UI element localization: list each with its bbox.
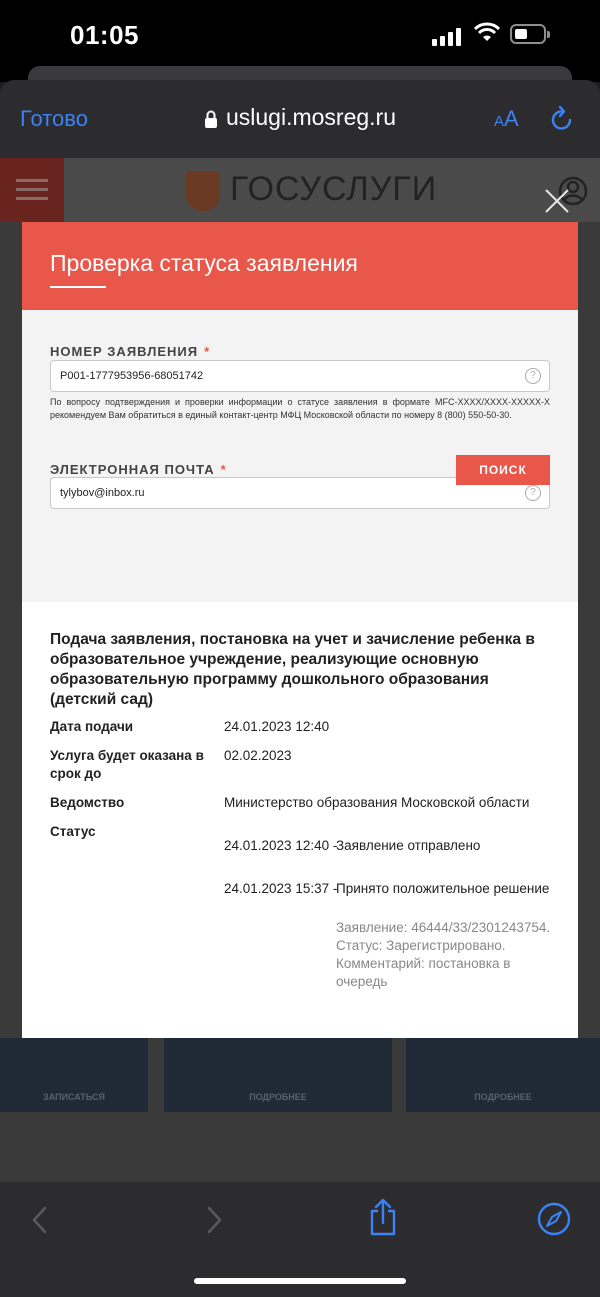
help-icon[interactable]: ? bbox=[525, 485, 541, 501]
status-label: Статус bbox=[50, 824, 96, 839]
department-label: Ведомство bbox=[50, 795, 125, 810]
title-underline bbox=[50, 286, 106, 288]
required-mark: * bbox=[204, 344, 211, 359]
site-header bbox=[0, 158, 600, 222]
application-number-label: НОМЕР ЗАЯВЛЕНИЯ * bbox=[50, 344, 211, 359]
forward-icon[interactable] bbox=[204, 1206, 224, 1234]
compass-icon[interactable] bbox=[537, 1202, 571, 1236]
done-button[interactable]: Готово bbox=[20, 106, 88, 131]
dialog-title: Проверка статуса заявления bbox=[50, 250, 358, 276]
browser-toolbar bbox=[0, 80, 600, 158]
search-button[interactable]: ПОИСК bbox=[456, 455, 550, 485]
help-icon[interactable]: ? bbox=[525, 368, 541, 384]
back-icon[interactable] bbox=[30, 1206, 50, 1234]
hamburger-menu-button[interactable] bbox=[0, 158, 64, 222]
deadline-label: Услуга будет оказана в срок до bbox=[50, 748, 204, 781]
site-logo[interactable]: ГОСУСЛУГИ bbox=[186, 170, 437, 211]
submit-date-value: 24.01.2023 12:40 bbox=[224, 719, 330, 734]
cellular-signal-icon bbox=[432, 28, 462, 46]
history-time: 24.01.2023 12:40 - bbox=[224, 838, 338, 853]
service-title: Подача заявления, постановка на учет и зачисление ребенка в образовательное учреждение, реализующие основную образовательную программу дошкольного образования (детский сад) bbox=[50, 631, 535, 708]
lock-icon bbox=[204, 110, 218, 128]
submit-date-label: Дата подачи bbox=[50, 719, 134, 734]
coat-of-arms-icon bbox=[186, 171, 220, 211]
battery-icon bbox=[510, 24, 546, 44]
wifi-icon bbox=[474, 22, 500, 42]
result-title-block bbox=[50, 630, 550, 710]
service-tile[interactable]: ЗАПИСАТЬСЯ bbox=[0, 1038, 148, 1112]
hint-text: По вопросу подтверждения и проверки информации о статусе заявления в формате MFC-XXXX/XXXX-XXXXX-X рекомендуем Вам обратиться в единый контакт-центр МФЦ Московской области по номеру 8 (800) 550-50-30. bbox=[50, 397, 550, 420]
reload-icon[interactable] bbox=[550, 106, 574, 132]
share-icon[interactable] bbox=[368, 1198, 398, 1236]
service-tile[interactable]: ПОДРОБНЕЕ bbox=[164, 1038, 392, 1112]
status-bar bbox=[0, 0, 600, 70]
search-form bbox=[22, 310, 578, 602]
text-size-button[interactable]: AA bbox=[494, 106, 519, 131]
required-mark: * bbox=[220, 462, 227, 477]
history-note: Заявление: 46444/33/2301243754. Статус: Зарегистрировано. Комментарий: постановка в очередь bbox=[336, 920, 551, 989]
history-status: Принято положительное решение bbox=[336, 881, 550, 896]
dialog-header bbox=[22, 222, 578, 310]
status-time: 01:05 bbox=[70, 20, 139, 50]
application-number-input[interactable]: P001-1777953956-68051742 ? bbox=[50, 360, 550, 392]
home-indicator[interactable] bbox=[194, 1278, 406, 1284]
history-status: Заявление отправлено bbox=[336, 838, 481, 853]
email-label: ЭЛЕКТРОННАЯ ПОЧТА * bbox=[50, 462, 227, 477]
department-value: Министерство образования Московской области bbox=[224, 795, 530, 810]
service-tile[interactable]: ПОДРОБНЕЕ bbox=[406, 1038, 600, 1112]
email-field[interactable]: tylybov@inbox.ru ? bbox=[50, 477, 550, 509]
history-time: 24.01.2023 15:37 - bbox=[224, 881, 338, 896]
deadline-value: 02.02.2023 bbox=[224, 748, 292, 763]
url-text: uslugi.mosreg.ru bbox=[225, 104, 397, 130]
close-icon[interactable] bbox=[544, 188, 570, 214]
status-check-dialog bbox=[22, 222, 578, 1038]
